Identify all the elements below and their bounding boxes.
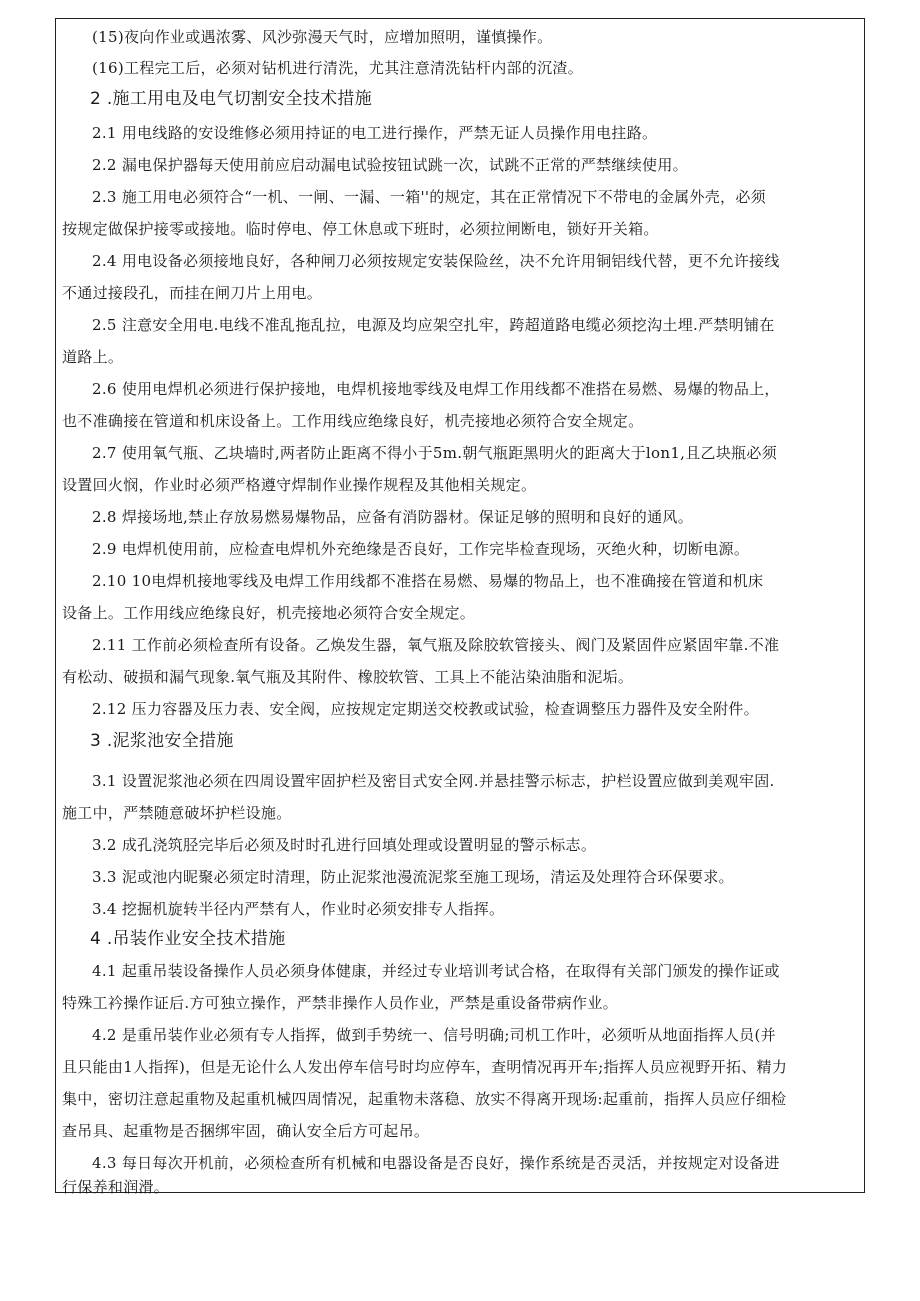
- item-2-9: 2.9 电焊机使用前，应检查电焊机外充绝缘是否良好，工作完毕检查现场，灭绝火种，切断电源。: [92, 540, 750, 558]
- item-3-1: 3.1 设置泥浆池必须在四周设置牢固护栏及密目式安全网.并悬挂警示标志，护栏设置应做到美观牢固.: [92, 772, 775, 790]
- item-4-3: 4.3 每日每次开机前，必须检查所有机械和电器设备是否良好，操作系统是否灵活，并按规定对设备进: [92, 1154, 780, 1172]
- item-4-3-cont: 行保养和润滑。: [62, 1178, 170, 1196]
- item-16: (16)工程完工后，必须对钻机进行清洗，尤其注意清洗钻杆内部的沉渣。: [92, 59, 583, 77]
- item-3-2: 3.2 成孔浇筑胫完毕后必须及时时孔进行回填处理或设置明显的警示标志。: [92, 836, 597, 854]
- item-3-1-cont: 施工中，严禁随意破坏护栏设施。: [62, 804, 292, 822]
- item-2-5-cont: 道路上。: [62, 348, 124, 366]
- item-2-2: 2.2 漏电保护器每天使用前应启动漏电试验按钮试跳一次，试跳不正常的严禁继续使用。: [92, 156, 688, 174]
- item-2-3: 2.3 施工用电必须符合“一机、一闸、一漏、一箱''的规定，其在正常情况下不带电的金属外壳，必须: [92, 188, 766, 206]
- item-2-4-cont: 不通过接段孔，而挂在闸刀片上用电。: [62, 284, 323, 302]
- item-2-1: 2.1 用电线路的安设维修必须用持证的电工进行操作，严禁无证人员操作用电拄路。: [92, 124, 658, 142]
- item-2-4: 2.4 用电设备必须接地良好，各种闸刀必须按规定安装保险丝，决不允许用铜铝线代替，更不允许接线: [92, 252, 780, 270]
- section-2-heading: 2 .施工用电及电气切割安全技术措施: [90, 89, 373, 109]
- item-2-12: 2.12 压力容器及压力表、安全阀，应按规定定期送交校教或试验，检查调整压力器件及安全附件。: [92, 700, 759, 718]
- item-2-10: 2.10 10电焊机接地零线及电焊工作用线都不准搭在易燃、易爆的物品上，也不准确接在管道和机床: [92, 572, 764, 590]
- item-4-2: 4.2 是重吊装作业必须有专人指挥，做到手势统一、信号明确;司机工作叶，必须听从地面指挥人员(并: [92, 1026, 776, 1044]
- item-4-2-cont-2: 集中，密切注意起重物及起重机械四周情况，起重物未落稳、放实不得离开现场:起重前，指挥人员应仔细检: [62, 1090, 787, 1108]
- item-4-1-cont: 特殊工衿操作证后.方可独立操作，严禁非操作人员作业，严禁是重设备带病作业。: [62, 994, 618, 1012]
- item-2-6-cont: 也不准确接在管道和机床设备上。工作用线应绝缘良好，机壳接地必须符合安全规定。: [62, 412, 644, 430]
- item-3-4: 3.4 挖掘机旋转半径内严禁有人，作业时必须安排专人指挥。: [92, 900, 505, 918]
- section-3-heading: 3 .泥浆池安全措施: [90, 731, 234, 751]
- item-4-2-cont-3: 查吊具、起重物是否捆绑牢固，确认安全后方可起吊。: [62, 1122, 430, 1140]
- item-2-10-cont: 设备上。工作用线应绝缘良好，机壳接地必须符合安全规定。: [62, 604, 476, 622]
- item-2-8: 2.8 焊接场地,禁止存放易燃易爆物品，应备有消防器材。保证足够的照明和良好的通风。: [92, 508, 693, 526]
- item-4-2-cont-1: 且只能由1人指挥)，但是无论什么人发出停车信号时均应停车，查明情况再开车;指挥人员应视野开拓、精力: [62, 1058, 788, 1076]
- item-2-3-cont: 按规定做保护接零或接地。临时停电、停工休息或下班时，必须拉闸断电，锁好开关箱。: [62, 220, 659, 238]
- section-4-heading: 4 .吊装作业安全技术措施: [90, 929, 286, 949]
- item-15: (15)夜向作业或遇浓雾、风沙弥漫天气时，应增加照明，谨慎操作。: [92, 28, 553, 46]
- item-3-3: 3.3 泥或池内昵聚必须定时清理，防止泥浆池漫流泥浆至施工现场，清运及处理符合环保要求。: [92, 868, 734, 886]
- item-2-6: 2.6 使用电焊机必须进行保护接地，电焊机接地零线及电焊工作用线都不准搭在易燃、易爆的物品上，: [92, 380, 780, 398]
- item-2-5: 2.5 注意安全用电.电线不准乱拖乱拉，电源及均应架空扎牢，跨超道路电缆必须挖沟土埋.严禁明铺在: [92, 316, 775, 334]
- item-4-1: 4.1 起重吊装设备操作人员必须身体健康，并经过专业培训考试合格，在取得有关部门颁发的操作证或: [92, 962, 780, 980]
- document-frame: [55, 18, 865, 1196]
- item-2-7-cont: 设置回火悯，作业时必须严格遵守焊制作业操作规程及其他相关规定。: [62, 476, 537, 494]
- item-2-11-cont: 有松动、破损和漏气现象.氧气瓶及其附件、橡胶软管、工具上不能沾染油脂和泥垢。: [62, 668, 634, 686]
- item-2-7: 2.7 使用氧气瓶、乙块墙时,两者防止距离不得小于5m.朝气瓶距黑明火的距离大于lon1,且乙块瓶必须: [92, 444, 778, 462]
- item-2-11: 2.11 工作前必须检查所有设备。乙焕发生器，氧气瓶及除胶软管接头、阀门及紧固件应紧固牢靠.不准: [92, 636, 780, 654]
